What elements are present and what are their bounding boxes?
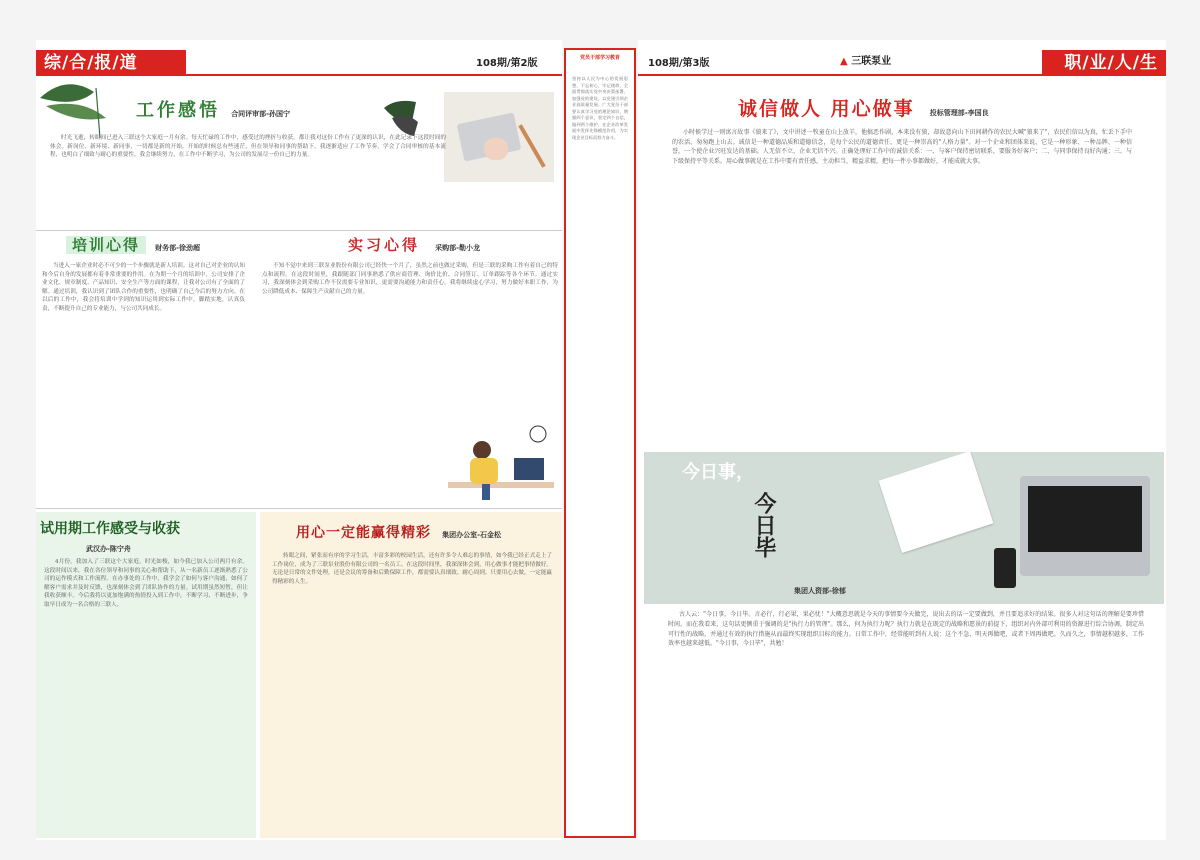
trial-title: 试用期工作感受与收获 bbox=[40, 521, 180, 537]
divider bbox=[36, 508, 562, 509]
laptop-photo bbox=[444, 92, 554, 182]
work-feel-title: 工作感悟 合同评审部-孙国宁 bbox=[136, 100, 290, 121]
section-today-banner bbox=[644, 452, 1164, 604]
integrity-text: 小时候学过一则寓言故事《狼来了》，文中讲述一牧童在山上放羊，他搞恶作剧，本来没有狼，却故意向山下田间耕作的农民大喊"狼来了"，农民们信以为真，忙丢下手中的农活，匆匆跑上山去。诚信是一种道德品质和道德信念，是每个公民的道德责任，更是一种崇高的"人格力量"。对一个企业和团体来说，它是一种形象、一种品牌、一种信誉，一个使企业兴旺发达的基础。人无信不立，企业无信不兴。正确处理好工作中的诚信关系：一、与客户保持密切联系，要服务好客户；二、与同事保持良好沟通；三、与下级保持平等关系。用心做事就是在工作中要有责任感，主动担当，精益求精，把每一件小事都做好，才能成就大事。 bbox=[672, 129, 1132, 165]
pen-shape bbox=[518, 124, 545, 168]
notebook-photo bbox=[879, 452, 994, 553]
trial-author: 武汉办-陈宁舟 bbox=[86, 545, 131, 553]
brand-icon: ▲ bbox=[840, 56, 848, 67]
strip-text: 坚持以人民为中心的发展思想，不忘初心、牢记使命，全面贯彻落实党中央决策部署，加强党的建设，以党建引领企业高质量发展。广大党员干部要认真学习党的理论知识，增强四个意识，坚定四个自信，做到两个维护，在企业改革发展中发挥先锋模范作用，为实现企业目标而努力奋斗。 bbox=[572, 76, 628, 140]
section-work-feel bbox=[36, 78, 562, 230]
work-feel-author: 合同评审部-孙国宁 bbox=[231, 110, 290, 118]
section-intern bbox=[258, 234, 562, 506]
phone-photo bbox=[994, 548, 1016, 588]
integrity-title: 诚信做人 用心做事 投标管理部-李国良 bbox=[738, 98, 989, 120]
integrity-author: 投标管理部-李国良 bbox=[929, 109, 989, 117]
section-trial bbox=[36, 512, 256, 838]
today-text: 古人云："今日事，今日毕。言必行，行必果，果必忧！"大概意思就是今天的事情要今天做完，说出去的话一定要做到，并且要追求好的结果。很多人对这句话的理解是要珍惜时间，而在我看来，这句话更侧重于强调的是"执行力的管理"。那么，何为执行力呢？执行力就是在既定的战略和愿景的前提下，组织对内外部可利用的资源进行综合协调，制定出可行性的战略，并通过有效的执行措施从而最终实现组织目标的能力。日常工作中，经常能听到有人说：这个不急，明天再做吧，或者下周再做吧。久而久之，事情越积越多，工作效率也越来越低。"今日事，今日毕"，共勉！ bbox=[668, 611, 1144, 648]
header-rule bbox=[186, 74, 562, 76]
header-rule bbox=[638, 74, 1042, 76]
page-3 bbox=[638, 40, 1166, 840]
win-title: 用心一定能赢得精彩 集团办公室-石金松 bbox=[296, 525, 501, 541]
trial-text: 4月份，我加入了三联这个大家庭。时光如梭，如今我已加入公司两月有余。这段时间以来，我在各位领导和同事的关心和帮助下，从一名新员工逐渐熟悉了公司的运作模式和工作流程。在办事处的工作中，我学会了如何与客户沟通，如何了解客户需求并及时反馈，也深刻体会到了团队协作的力量。试用期虽然短暂，但让我收获颇丰。今后我将以更加饱满的热情投入到工作中，不断学习、不断进步，争取早日成为一名合格的三联人。 bbox=[44, 559, 248, 608]
strip-title: 党员干部学习教育 bbox=[579, 55, 620, 61]
intern-title: 实习心得 采购部-勒小龙 bbox=[348, 236, 481, 254]
intern-author: 采购部-勒小龙 bbox=[435, 244, 481, 252]
masthead-right: 职/业/人/生 bbox=[1042, 50, 1166, 76]
win-author: 集团办公室-石金松 bbox=[442, 531, 501, 539]
page-2 bbox=[36, 40, 562, 840]
issue-number-right: 108期/第3版 bbox=[648, 58, 710, 69]
section-training bbox=[36, 234, 251, 506]
work-feel-text: 时光飞逝，转眼间已进入三联这个大家庭一月有余。每天忙碌的工作中，感受过的挫折与收获，都让我对这份工作有了更深的认识，在此记录下这段时间的体会。新岗位、新环境、新同事，一切都是新的开始。开始的时候总有些迷茫，但在领导和同事的帮助下，我逐渐适应了工作节奏，学会了合同审核的基本流程，也明白了细致与耐心的重要性。我会继续努力，在工作中不断学习，为公司的发展尽一份自己的力量。 bbox=[50, 135, 446, 159]
brand-logo: ▲ 三联泵业 bbox=[840, 56, 892, 67]
training-title: 培训心得 财务部-徐劲超 bbox=[66, 234, 200, 256]
laptop-photo bbox=[1020, 476, 1150, 576]
win-text: 转眼之间，紧张而有序的学习生活，丰富多彩的校园生活，还有许多令人难忘的事情，如今我已经正式走上了工作岗位，成为了三联泵业股份有限公司的一名员工。在这段时间里，我深深体会到，用心做事才能把事情做好。无论是日常的文件处理，还是会议的筹备和后勤保障工作，都需要认真细致、耐心周到。只要用心去做，一定能赢得精彩的人生。 bbox=[272, 553, 552, 585]
center-strip bbox=[564, 48, 636, 838]
today-author: 集团人资部-徐郁 bbox=[794, 587, 846, 595]
divider bbox=[36, 230, 562, 231]
training-author: 财务部-徐劲超 bbox=[155, 244, 201, 252]
masthead-left: 综/合/报/道 bbox=[36, 50, 186, 76]
hand-shape bbox=[484, 138, 508, 160]
section-win bbox=[260, 512, 562, 838]
today-big2: 今日毕 bbox=[751, 492, 776, 558]
training-text: 当进入一家企业时必不可少的一个步骤就是新人培训。这对自己对企业的认知和今后自身的发展都有着非常重要的作用。在为期一个月的培训中，公司安排了企业文化、规章制度、产品知识、安全生产等方面的课程，让我对公司有了全面的了解。通过培训，我认识到了团队合作的重要性，也明确了自己今后的努力方向。在以后的工作中，我会将培训中学到的知识运用到实际工作中，脚踏实地，认真负责，不断提升自己的专业能力，与公司共同成长。 bbox=[42, 263, 245, 312]
today-big1: 今日事， bbox=[682, 462, 754, 483]
issue-number-left: 108期/第2版 bbox=[476, 58, 538, 69]
section-integrity bbox=[638, 80, 1166, 478]
office-illustration bbox=[438, 420, 558, 504]
intern-text: 不知不觉中来到三联泵业股份有限公司已经快一个月了，虽然之前也做过采购，但是三联的采购工作有着自己的特点和流程。在这段时间里，我跟随部门同事熟悉了供应商管理、询价比价、合同签订、订单跟踪等各个环节。通过实习，我深刻体会到采购工作不仅需要专业知识，更需要沟通能力和责任心。我将继续虚心学习，努力做好本职工作，为公司降低成本、保障生产贡献自己的力量。 bbox=[262, 263, 558, 295]
